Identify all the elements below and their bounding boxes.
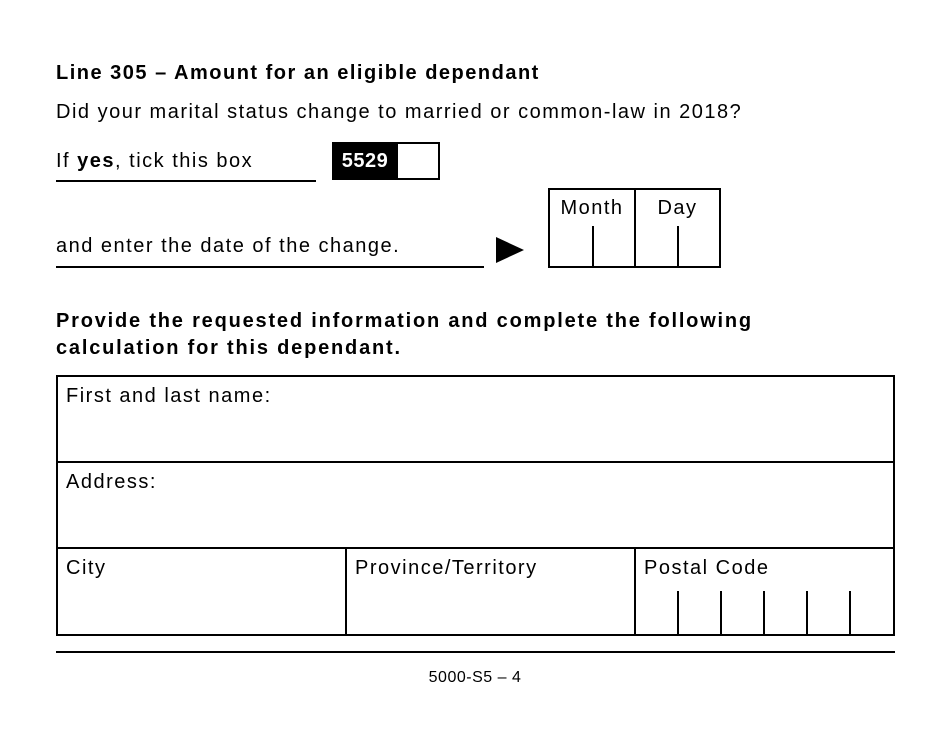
marital-change-checkbox[interactable] <box>398 142 440 180</box>
date-instruction-underline <box>56 266 484 268</box>
page-number: 5000-S5 – 4 <box>428 669 522 686</box>
line-code-5529: 5529 <box>332 142 398 180</box>
tick-instruction-prefix: If <box>56 150 78 172</box>
tick-instruction-underline <box>56 180 316 182</box>
postal-digit-divider <box>806 591 808 634</box>
city-field[interactable] <box>58 549 347 634</box>
postal-digit-divider <box>763 591 765 634</box>
month-digit-divider <box>592 226 594 266</box>
postal-digit-divider <box>720 591 722 634</box>
city-label: City <box>66 557 107 579</box>
tick-instruction-suffix: , tick this box <box>115 150 254 172</box>
postal-digit-divider <box>849 591 851 634</box>
postal-code-label: Postal Code <box>644 557 770 579</box>
postal-digit-divider <box>677 591 679 634</box>
arrow-right-icon <box>496 237 524 263</box>
day-digit-divider <box>677 226 679 266</box>
address-label: Address: <box>66 471 157 493</box>
name-field[interactable] <box>58 377 893 463</box>
tick-instruction-yes: yes <box>77 150 116 172</box>
day-label: Day <box>657 197 698 219</box>
province-field[interactable] <box>347 549 636 634</box>
location-row <box>58 549 893 634</box>
day-column <box>636 190 719 266</box>
dependant-instructions-line1: Provide the requested information and complete the following <box>56 310 753 332</box>
tick-instruction <box>56 150 253 173</box>
dependant-instructions <box>56 308 753 362</box>
province-label: Province/Territory <box>355 557 538 579</box>
name-label: First and last name: <box>66 385 272 407</box>
section-heading: Line 305 – Amount for an eligible dependant <box>56 62 540 84</box>
footer-rule <box>56 651 895 653</box>
marital-status-question: Did your marital status change to married or common-law in 2018? <box>56 101 743 123</box>
month-column <box>550 190 636 266</box>
date-instruction: and enter the date of the change. <box>56 235 401 257</box>
date-of-change-grid <box>548 188 721 268</box>
postal-code-field[interactable] <box>636 549 893 634</box>
dependant-info-table <box>56 375 895 636</box>
month-label: Month <box>560 197 624 219</box>
address-field[interactable] <box>58 463 893 549</box>
dependant-instructions-line2: calculation for this dependant. <box>56 337 402 359</box>
